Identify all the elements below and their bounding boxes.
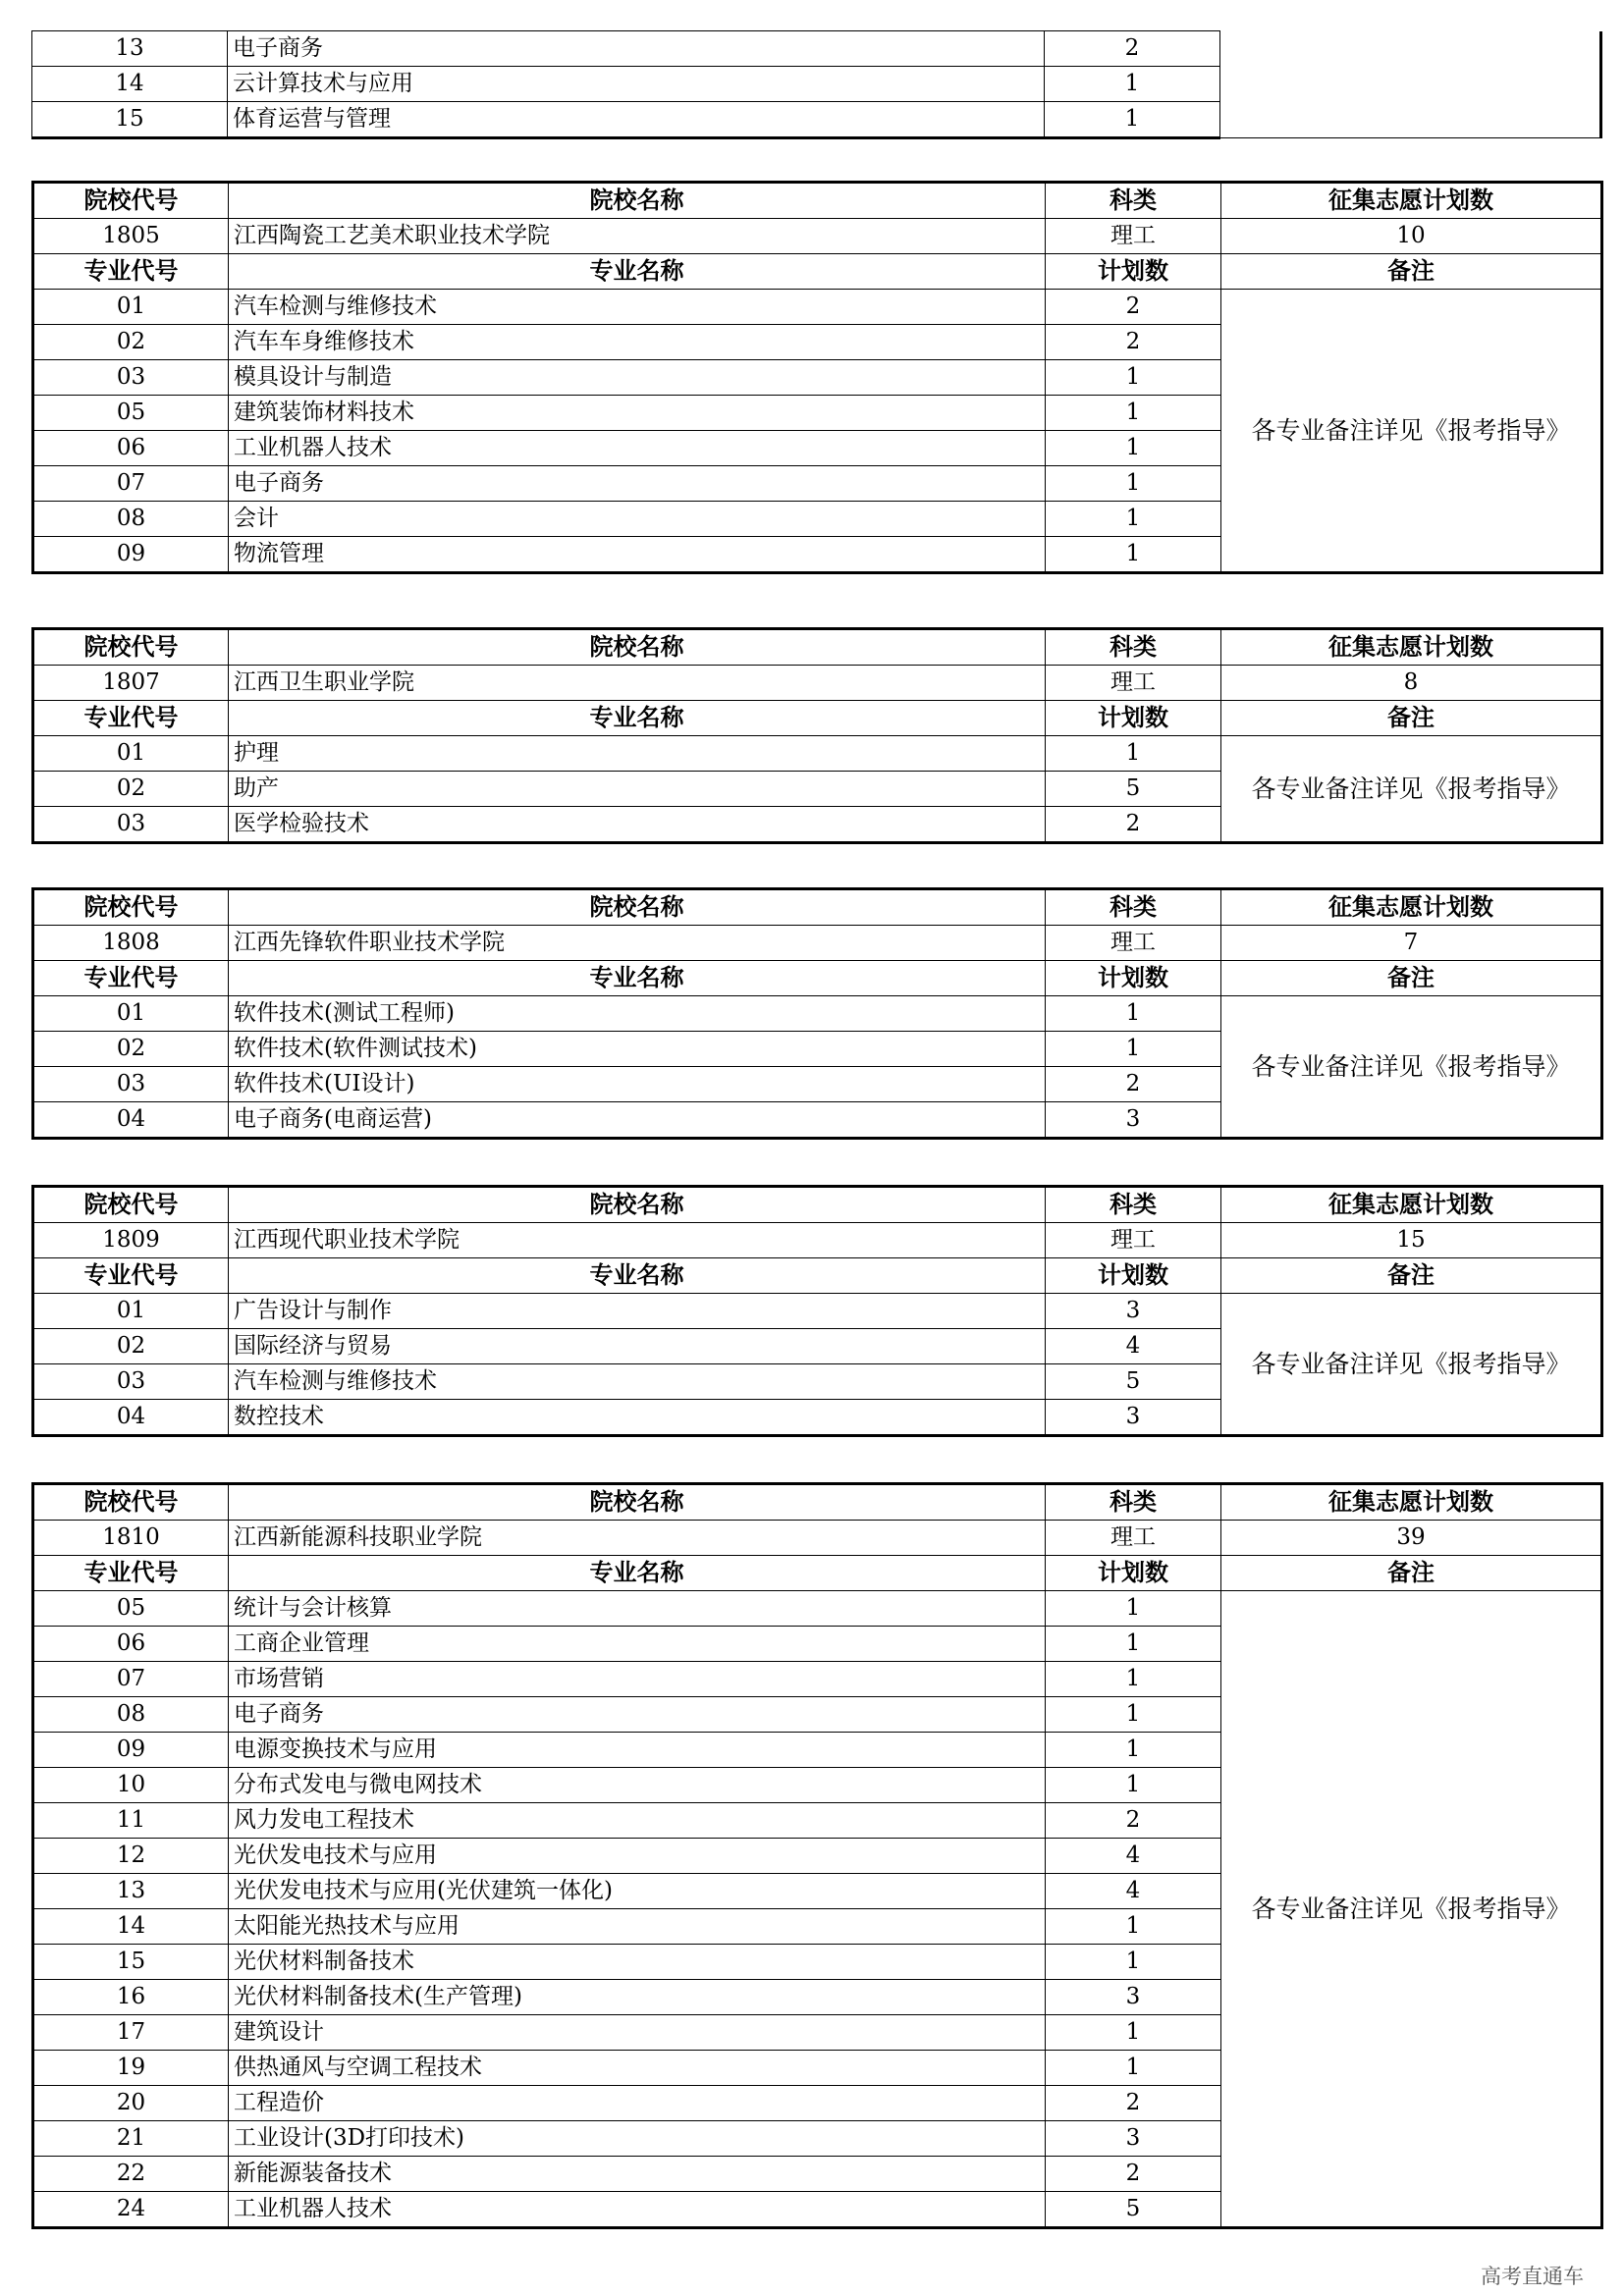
major-name: 工业机器人技术 xyxy=(229,431,1046,466)
major-plan: 5 xyxy=(1046,772,1221,807)
major-header-row xyxy=(33,1556,1602,1591)
major-name: 汽车检测与维修技术 xyxy=(229,1364,1046,1400)
major-name: 建筑装饰材料技术 xyxy=(229,396,1046,431)
major-name: 数控技术 xyxy=(229,1400,1046,1436)
major-code: 08 xyxy=(33,1697,229,1733)
school-header-row xyxy=(33,1187,1602,1223)
major-code: 03 xyxy=(33,360,229,396)
major-plan: 1 xyxy=(1046,736,1221,772)
major-code: 03 xyxy=(33,1364,229,1400)
major-name: 建筑设计 xyxy=(229,2015,1046,2051)
major-name-header: 专业名称 xyxy=(229,961,1046,996)
major-code: 02 xyxy=(33,1032,229,1067)
school-info-row xyxy=(33,1223,1602,1258)
major-plan: 1 xyxy=(1046,2051,1221,2086)
major-name-header: 专业名称 xyxy=(229,254,1046,290)
school-code-header: 院校代号 xyxy=(33,629,229,666)
major-name: 新能源装备技术 xyxy=(229,2157,1046,2192)
major-code: 05 xyxy=(33,396,229,431)
major-plan: 5 xyxy=(1046,2192,1221,2228)
major-code: 06 xyxy=(33,431,229,466)
school-category: 理工 xyxy=(1046,1521,1221,1556)
category-header: 科类 xyxy=(1046,1187,1221,1223)
school-header-row xyxy=(33,183,1602,219)
school-code-header: 院校代号 xyxy=(33,183,229,219)
major-plan: 1 xyxy=(1046,1768,1221,1803)
major-plan: 4 xyxy=(1046,1839,1221,1874)
major-plan: 2 xyxy=(1046,1067,1221,1102)
major-header-row xyxy=(33,1258,1602,1294)
major-plan: 1 xyxy=(1046,1662,1221,1697)
major-plan: 1 xyxy=(1045,67,1220,102)
table-row xyxy=(33,290,1602,325)
major-plan: 3 xyxy=(1046,2121,1221,2157)
school-block xyxy=(31,627,1600,844)
major-code: 22 xyxy=(33,2157,229,2192)
school-info-row xyxy=(33,666,1602,701)
major-name: 电子商务(电商运营) xyxy=(229,1102,1046,1139)
major-header-row xyxy=(33,961,1602,996)
major-name: 电源变换技术与应用 xyxy=(229,1733,1046,1768)
category-header: 科类 xyxy=(1046,889,1221,926)
school-table xyxy=(31,1482,1603,2229)
major-name: 工业设计(3D打印技术) xyxy=(229,2121,1046,2157)
major-plan: 3 xyxy=(1046,1980,1221,2015)
school-code: 1809 xyxy=(33,1223,229,1258)
major-header-row xyxy=(33,254,1602,290)
major-name: 电子商务 xyxy=(229,466,1046,502)
major-name: 统计与会计核算 xyxy=(229,1591,1046,1627)
major-code: 15 xyxy=(32,102,228,138)
remark-header: 备注 xyxy=(1221,254,1602,290)
continuation-table xyxy=(31,30,1600,139)
major-name: 汽车检测与维修技术 xyxy=(229,290,1046,325)
major-plan: 1 xyxy=(1046,1909,1221,1945)
major-code: 01 xyxy=(33,1294,229,1329)
major-plan: 1 xyxy=(1046,502,1221,537)
major-name: 工程造价 xyxy=(229,2086,1046,2121)
major-name: 模具设计与制造 xyxy=(229,360,1046,396)
major-name: 软件技术(软件测试技术) xyxy=(229,1032,1046,1067)
major-name: 软件技术(测试工程师) xyxy=(229,996,1046,1032)
major-code: 13 xyxy=(32,31,228,67)
major-plan: 2 xyxy=(1046,2157,1221,2192)
major-code: 02 xyxy=(33,325,229,360)
major-plan: 2 xyxy=(1046,1803,1221,1839)
plan-header: 计划数 xyxy=(1046,254,1221,290)
school-name: 江西卫生职业学院 xyxy=(229,666,1046,701)
remark-cell: 各专业备注详见《报考指导》 xyxy=(1221,736,1602,843)
major-name: 风力发电工程技术 xyxy=(229,1803,1046,1839)
major-plan: 1 xyxy=(1046,431,1221,466)
major-plan: 3 xyxy=(1046,1102,1221,1139)
remark-cell xyxy=(1220,31,1601,138)
major-name: 广告设计与制作 xyxy=(229,1294,1046,1329)
remark-cell: 各专业备注详见《报考指导》 xyxy=(1221,1294,1602,1436)
major-name: 工商企业管理 xyxy=(229,1627,1046,1662)
school-category: 理工 xyxy=(1046,1223,1221,1258)
major-code: 17 xyxy=(33,2015,229,2051)
major-name: 国际经济与贸易 xyxy=(229,1329,1046,1364)
school-info-row xyxy=(33,926,1602,961)
major-plan: 1 xyxy=(1046,1697,1221,1733)
major-plan: 1 xyxy=(1046,537,1221,573)
table-row xyxy=(33,1591,1602,1627)
major-code: 04 xyxy=(33,1400,229,1436)
major-plan: 1 xyxy=(1045,102,1220,138)
watermark: 高考直通车 xyxy=(1481,2265,1584,2288)
remark-header: 备注 xyxy=(1221,1258,1602,1294)
major-plan: 4 xyxy=(1046,1329,1221,1364)
category-header: 科类 xyxy=(1046,629,1221,666)
school-table xyxy=(31,181,1603,574)
major-plan: 1 xyxy=(1046,1627,1221,1662)
major-code: 04 xyxy=(33,1102,229,1139)
major-plan: 2 xyxy=(1046,807,1221,843)
school-name-header: 院校名称 xyxy=(229,1484,1046,1521)
plan-header: 计划数 xyxy=(1046,961,1221,996)
table-row xyxy=(32,31,1601,67)
major-name: 体育运营与管理 xyxy=(228,102,1045,138)
major-name: 太阳能光热技术与应用 xyxy=(229,1909,1046,1945)
school-name: 江西新能源科技职业学院 xyxy=(229,1521,1046,1556)
school-table xyxy=(31,887,1603,1140)
major-name: 光伏发电技术与应用 xyxy=(229,1839,1046,1874)
school-code: 1807 xyxy=(33,666,229,701)
major-code: 05 xyxy=(33,1591,229,1627)
plan-total-header: 征集志愿计划数 xyxy=(1221,889,1602,926)
major-code: 09 xyxy=(33,537,229,573)
major-plan: 3 xyxy=(1046,1400,1221,1436)
major-code: 02 xyxy=(33,1329,229,1364)
major-plan: 1 xyxy=(1046,1591,1221,1627)
major-code: 16 xyxy=(33,1980,229,2015)
remark-cell: 各专业备注详见《报考指导》 xyxy=(1221,996,1602,1139)
major-plan: 1 xyxy=(1046,1032,1221,1067)
continuation-majors-table xyxy=(31,30,1602,139)
major-code: 13 xyxy=(33,1874,229,1909)
school-code: 1808 xyxy=(33,926,229,961)
school-category: 理工 xyxy=(1046,666,1221,701)
major-code-header: 专业代号 xyxy=(33,254,229,290)
major-code: 07 xyxy=(33,1662,229,1697)
school-table xyxy=(31,627,1603,844)
school-block xyxy=(31,1185,1600,1437)
major-code: 01 xyxy=(33,996,229,1032)
major-name: 护理 xyxy=(229,736,1046,772)
major-name: 光伏材料制备技术 xyxy=(229,1945,1046,1980)
table-row xyxy=(33,1294,1602,1329)
school-name: 江西现代职业技术学院 xyxy=(229,1223,1046,1258)
major-name: 会计 xyxy=(229,502,1046,537)
major-plan: 1 xyxy=(1046,1945,1221,1980)
major-code: 09 xyxy=(33,1733,229,1768)
major-code: 11 xyxy=(33,1803,229,1839)
school-name-header: 院校名称 xyxy=(229,183,1046,219)
school-block xyxy=(31,887,1600,1140)
major-code: 10 xyxy=(33,1768,229,1803)
major-code: 07 xyxy=(33,466,229,502)
school-header-row xyxy=(33,1484,1602,1521)
table-row xyxy=(33,996,1602,1032)
school-plan-total: 39 xyxy=(1221,1521,1602,1556)
major-plan: 4 xyxy=(1046,1874,1221,1909)
school-name: 江西先锋软件职业技术学院 xyxy=(229,926,1046,961)
major-code-header: 专业代号 xyxy=(33,961,229,996)
major-header-row xyxy=(33,701,1602,736)
major-plan: 2 xyxy=(1046,2086,1221,2121)
category-header: 科类 xyxy=(1046,183,1221,219)
remark-header: 备注 xyxy=(1221,701,1602,736)
major-name: 汽车车身维修技术 xyxy=(229,325,1046,360)
major-plan: 2 xyxy=(1046,325,1221,360)
major-code: 08 xyxy=(33,502,229,537)
school-code-header: 院校代号 xyxy=(33,1484,229,1521)
school-code: 1810 xyxy=(33,1521,229,1556)
school-name: 江西陶瓷工艺美术职业技术学院 xyxy=(229,219,1046,254)
major-name: 市场营销 xyxy=(229,1662,1046,1697)
major-plan: 1 xyxy=(1046,360,1221,396)
major-plan: 1 xyxy=(1046,2015,1221,2051)
plan-total-header: 征集志愿计划数 xyxy=(1221,1187,1602,1223)
school-info-row xyxy=(33,1521,1602,1556)
major-code-header: 专业代号 xyxy=(33,1258,229,1294)
major-code: 14 xyxy=(33,1909,229,1945)
remark-cell: 各专业备注详见《报考指导》 xyxy=(1221,1591,1602,2228)
school-name-header: 院校名称 xyxy=(229,1187,1046,1223)
school-block xyxy=(31,1482,1600,2229)
plan-header: 计划数 xyxy=(1046,1258,1221,1294)
category-header: 科类 xyxy=(1046,1484,1221,1521)
major-plan: 1 xyxy=(1046,396,1221,431)
table-row xyxy=(33,736,1602,772)
school-block xyxy=(31,181,1600,574)
major-code: 03 xyxy=(33,1067,229,1102)
school-category: 理工 xyxy=(1046,219,1221,254)
major-code: 21 xyxy=(33,2121,229,2157)
major-name: 电子商务 xyxy=(229,1697,1046,1733)
major-name: 光伏发电技术与应用(光伏建筑一体化) xyxy=(229,1874,1046,1909)
major-plan: 1 xyxy=(1046,996,1221,1032)
major-code-header: 专业代号 xyxy=(33,1556,229,1591)
major-plan: 3 xyxy=(1046,1294,1221,1329)
major-plan: 2 xyxy=(1045,31,1220,67)
major-name-header: 专业名称 xyxy=(229,701,1046,736)
major-code: 19 xyxy=(33,2051,229,2086)
major-name-header: 专业名称 xyxy=(229,1556,1046,1591)
major-plan: 5 xyxy=(1046,1364,1221,1400)
major-code: 12 xyxy=(33,1839,229,1874)
school-name-header: 院校名称 xyxy=(229,889,1046,926)
major-code: 01 xyxy=(33,290,229,325)
major-name: 物流管理 xyxy=(229,537,1046,573)
school-name-header: 院校名称 xyxy=(229,629,1046,666)
major-code: 06 xyxy=(33,1627,229,1662)
major-code: 01 xyxy=(33,736,229,772)
plan-header: 计划数 xyxy=(1046,1556,1221,1591)
major-code: 20 xyxy=(33,2086,229,2121)
remark-header: 备注 xyxy=(1221,961,1602,996)
school-table xyxy=(31,1185,1603,1437)
major-code-header: 专业代号 xyxy=(33,701,229,736)
major-name: 工业机器人技术 xyxy=(229,2192,1046,2228)
major-code: 03 xyxy=(33,807,229,843)
major-name: 云计算技术与应用 xyxy=(228,67,1045,102)
major-name: 助产 xyxy=(229,772,1046,807)
major-name: 软件技术(UI设计) xyxy=(229,1067,1046,1102)
major-name: 供热通风与空调工程技术 xyxy=(229,2051,1046,2086)
plan-total-header: 征集志愿计划数 xyxy=(1221,629,1602,666)
school-plan-total: 7 xyxy=(1221,926,1602,961)
major-plan: 1 xyxy=(1046,466,1221,502)
plan-total-header: 征集志愿计划数 xyxy=(1221,183,1602,219)
major-name: 光伏材料制备技术(生产管理) xyxy=(229,1980,1046,2015)
school-code-header: 院校代号 xyxy=(33,1187,229,1223)
major-name: 分布式发电与微电网技术 xyxy=(229,1768,1046,1803)
plan-header: 计划数 xyxy=(1046,701,1221,736)
school-plan-total: 10 xyxy=(1221,219,1602,254)
school-plan-total: 15 xyxy=(1221,1223,1602,1258)
plan-total-header: 征集志愿计划数 xyxy=(1221,1484,1602,1521)
major-name: 医学检验技术 xyxy=(229,807,1046,843)
major-code: 15 xyxy=(33,1945,229,1980)
major-name: 电子商务 xyxy=(228,31,1045,67)
school-category: 理工 xyxy=(1046,926,1221,961)
major-code: 24 xyxy=(33,2192,229,2228)
major-code: 02 xyxy=(33,772,229,807)
remark-header: 备注 xyxy=(1221,1556,1602,1591)
school-plan-total: 8 xyxy=(1221,666,1602,701)
major-code: 14 xyxy=(32,67,228,102)
major-plan: 1 xyxy=(1046,1733,1221,1768)
major-plan: 2 xyxy=(1046,290,1221,325)
remark-cell: 各专业备注详见《报考指导》 xyxy=(1221,290,1602,573)
school-header-row xyxy=(33,889,1602,926)
school-info-row xyxy=(33,219,1602,254)
school-code: 1805 xyxy=(33,219,229,254)
major-name-header: 专业名称 xyxy=(229,1258,1046,1294)
school-code-header: 院校代号 xyxy=(33,889,229,926)
school-header-row xyxy=(33,629,1602,666)
